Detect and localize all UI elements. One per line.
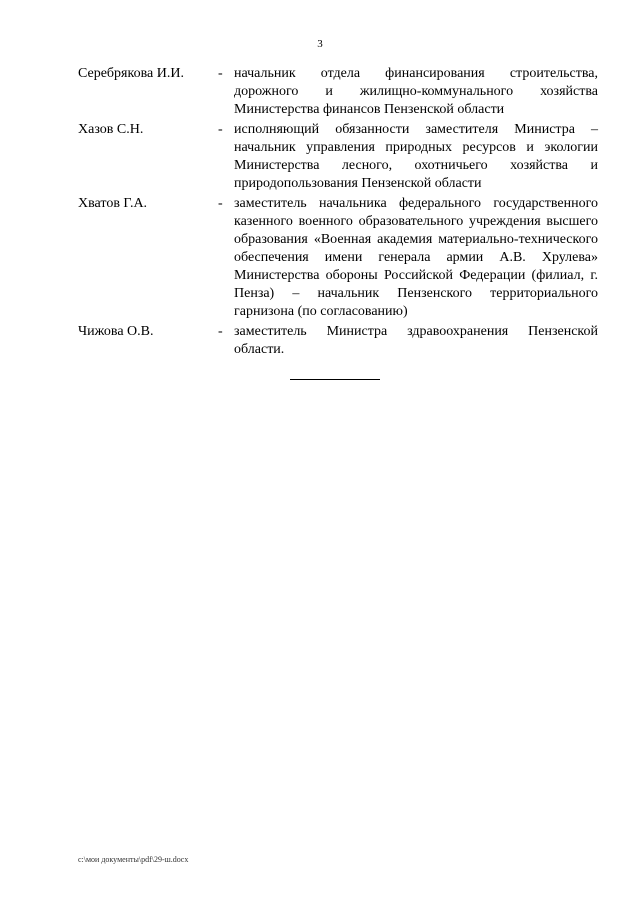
separator-dash: - <box>218 66 223 81</box>
member-position: начальник отдела финансирования строительства, дорожного и жилищно-коммунального хозяйства Министерства финансов Пензенской области <box>234 66 598 117</box>
list-item <box>78 65 598 119</box>
member-position: заместитель начальника федерального государственного казенного военного образовательного учреждения высшего образования «Военная академия материально-технического обеспечения имени генерала армии А.В. Хрулева» Министерства обороны Российской Федерации (филиал, г. Пенза) – начальник Пензенского территориального гарнизона (по согласованию) <box>234 196 598 319</box>
file-path-footer: c:\мои документы\pdf\29-ш.docx <box>78 855 189 864</box>
page-number: 3 <box>317 38 323 50</box>
list-item <box>78 195 598 321</box>
list-item <box>78 121 598 193</box>
member-name: Хазов С.Н. <box>78 122 144 137</box>
member-name: Чижова О.В. <box>78 324 154 339</box>
member-position: исполняющий обязанности заместителя Министра – начальник управления природных ресурсов и экологии Министерства лесного, охотничьего хозяйства и природопользования Пензенской области <box>234 122 598 191</box>
separator-dash: - <box>218 324 223 339</box>
separator-dash: - <box>218 196 223 211</box>
end-divider-line <box>290 379 380 380</box>
member-name: Серебрякова И.И. <box>78 66 184 81</box>
member-position: заместитель Министра здравоохранения Пензенской области. <box>234 324 598 357</box>
member-name: Хватов Г.А. <box>78 196 148 211</box>
separator-dash: - <box>218 122 223 137</box>
list-item <box>78 323 598 359</box>
members-list <box>78 65 598 361</box>
